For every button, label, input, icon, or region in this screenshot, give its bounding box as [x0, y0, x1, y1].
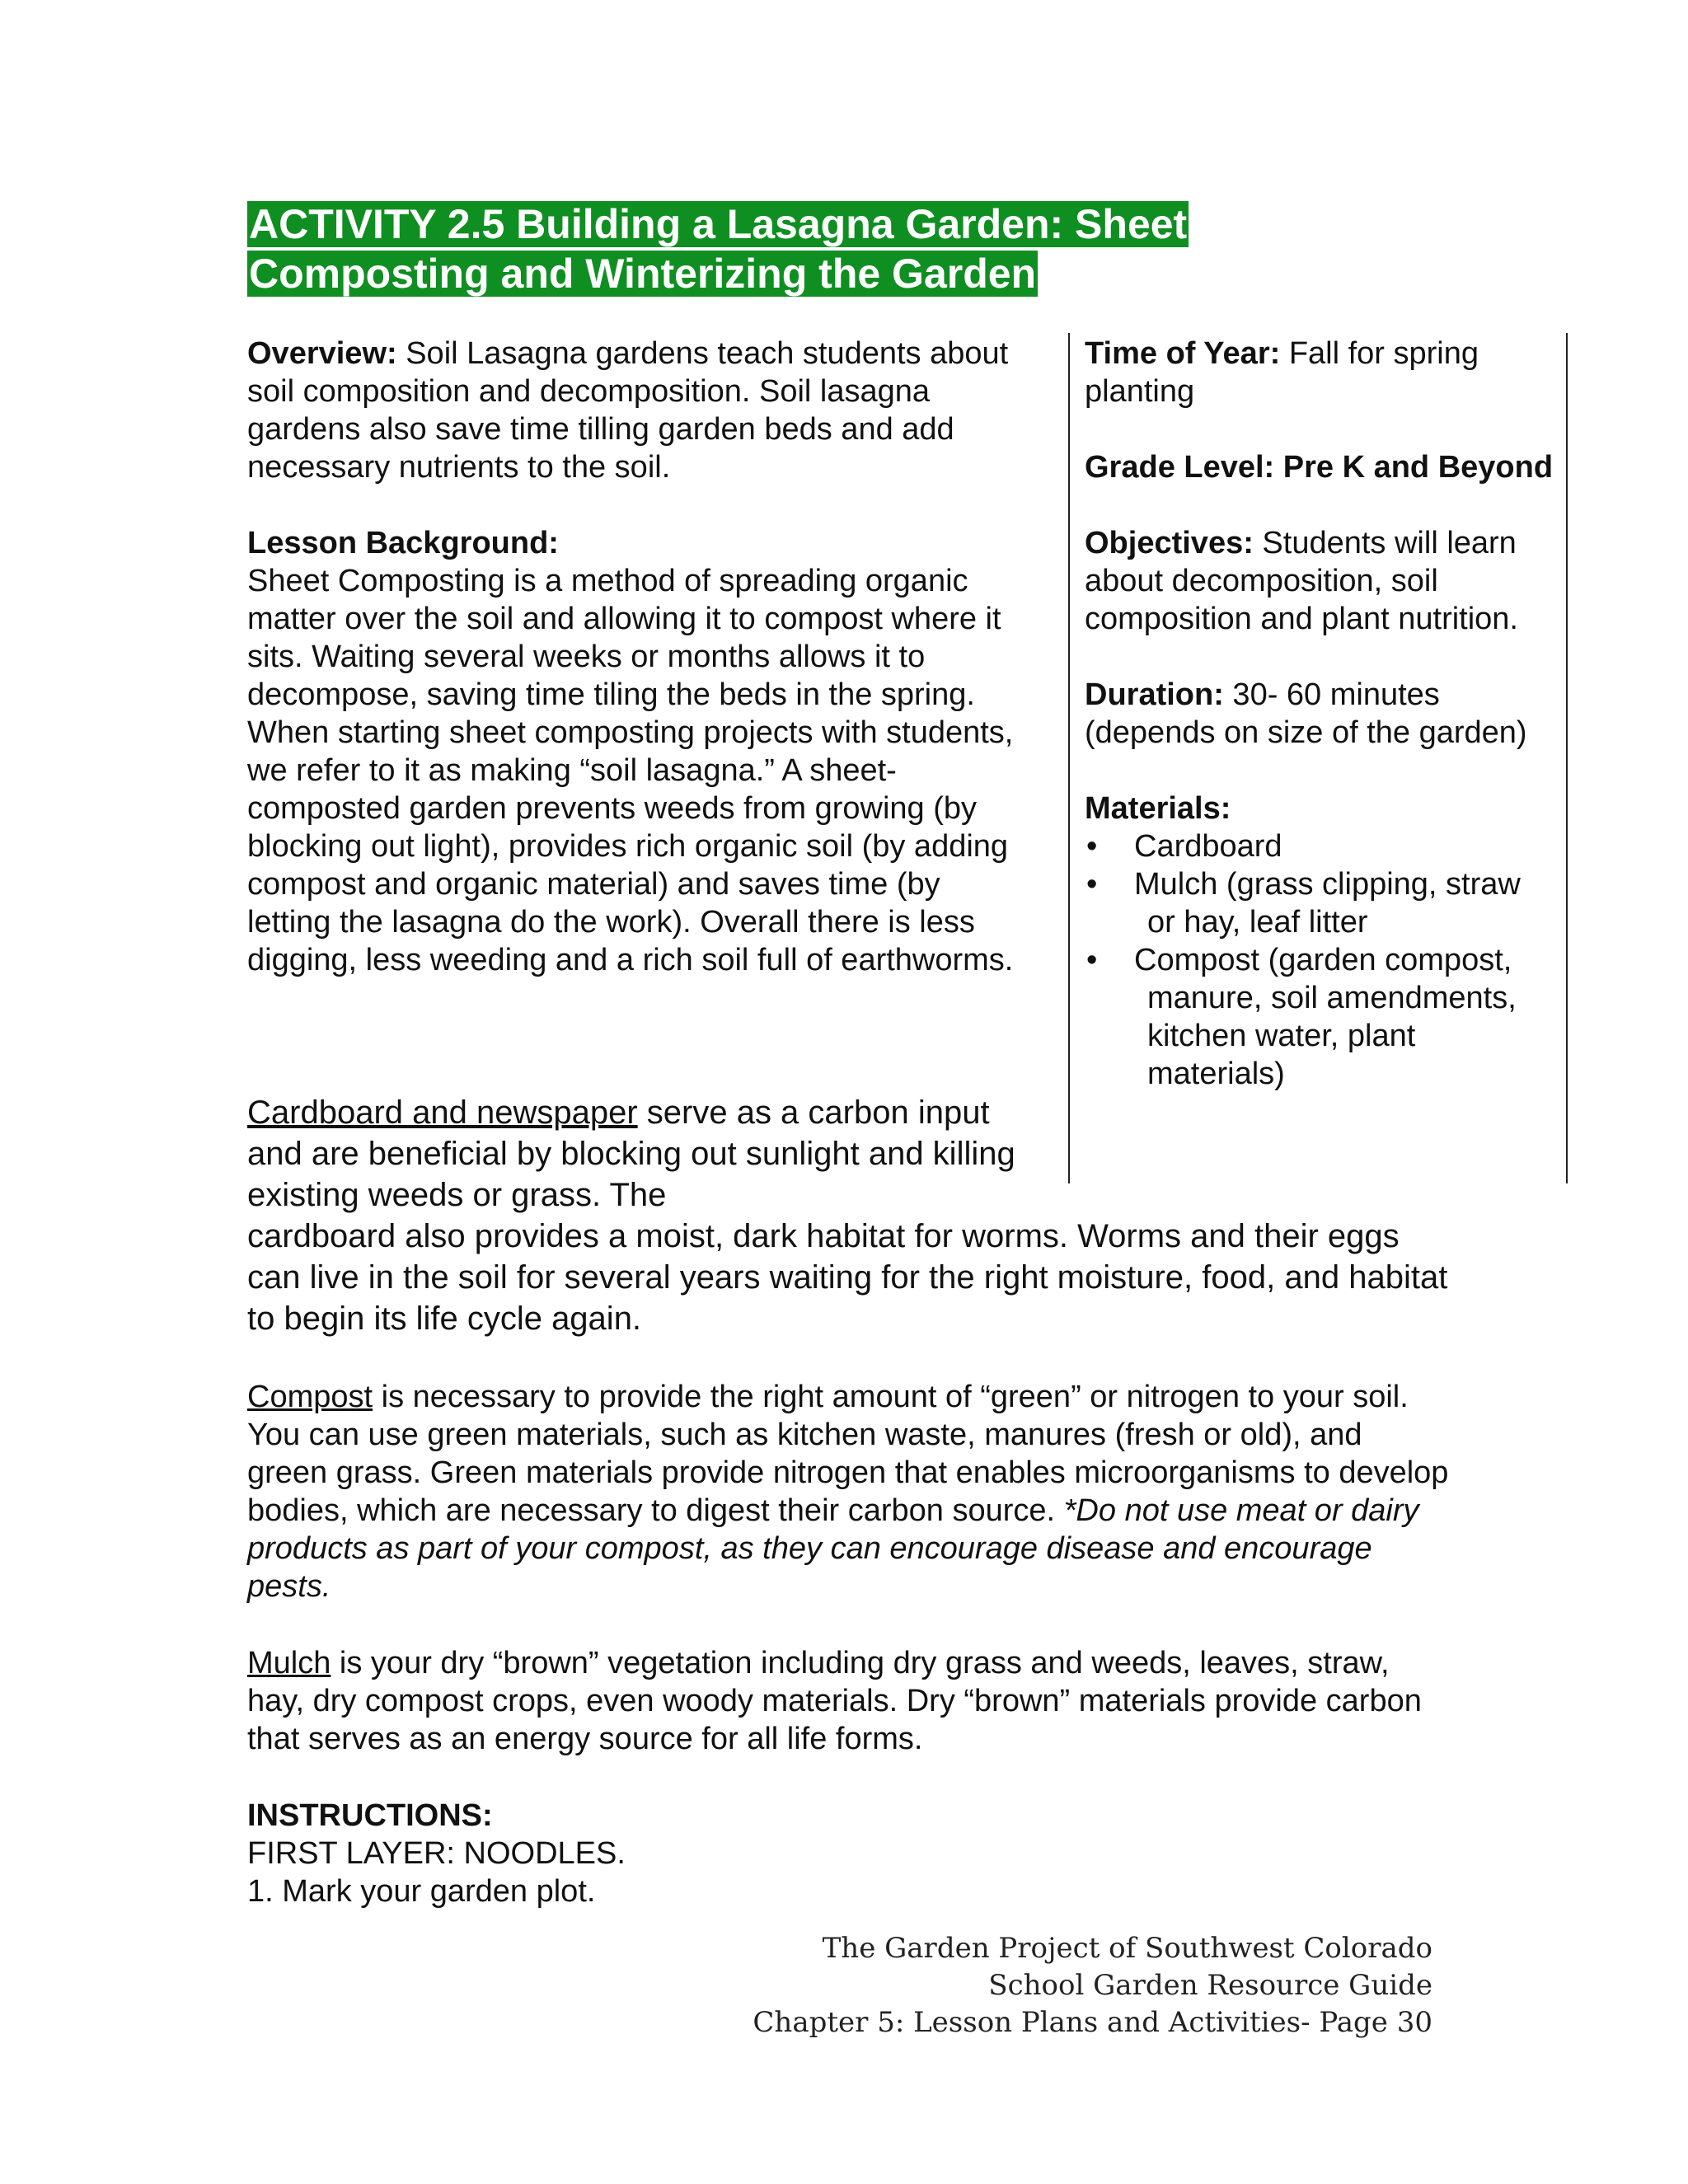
footer-chapter-page: Chapter 5: Lesson Plans and Activities- Page 30: [753, 2006, 1432, 2039]
page-footer: [691, 1930, 1432, 2041]
mulch-term: Mulch: [247, 1646, 331, 1680]
material-continuation: kitchen water, plant: [1147, 1019, 1416, 1053]
materials-list-item: [1085, 827, 1566, 865]
cardboard-term: Cardboard and newspaper: [247, 1094, 638, 1131]
lesson-info-sidebar: [1071, 335, 1566, 1093]
lesson-background-text: Sheet Composting is a method of spreading organic matter over the soil and allowing it to compost where it sits. Waiting several weeks or months allows it to decompose, saving time tiling the beds in the spring. When starting sheet composting projects with students, we refer to it as making “soil lasagna.” A sheet-composted garden prevents weeds from growing (by blocking out light), provides rich organic soil (by adding compost and organic material) and saves time (by letting the lasagna do the work). Overall there is less digging, less weeding and a rich soil full of earthworms.: [247, 564, 1014, 977]
mulch-paragraph: [247, 1644, 1451, 1758]
cardboard-intro: [247, 1092, 1022, 1216]
objectives-label: Objectives:: [1085, 526, 1254, 560]
objectives-value: Students will learn about decomposition, soil composition and plant nutrition.: [1085, 526, 1518, 636]
overview-text: Soil Lasagna gardens teach students about soil composition and decomposition. Soil lasagna gardens also save time tilling garden beds and add necessary nutrients to the soil.: [247, 336, 1009, 485]
time-of-year-label: Time of Year:: [1085, 336, 1281, 371]
time-of-year: [1085, 335, 1566, 410]
materials-list-item: [1085, 941, 1566, 1093]
duration-value: 30- 60 minutes (depends on size of the garden): [1085, 677, 1527, 750]
bullet-icon: •: [1086, 867, 1098, 902]
objectives: [1085, 524, 1566, 638]
sidebar-left-border: [1068, 333, 1070, 1183]
sidebar-right-border: [1566, 333, 1568, 1183]
bullet-icon: •: [1086, 829, 1098, 864]
material-continuation: materials): [1147, 1057, 1285, 1091]
cardboard-paragraph: [247, 1092, 1451, 1339]
instruction-step-1: 1. Mark your garden plot.: [247, 1874, 596, 1909]
bullet-icon: •: [1086, 943, 1098, 977]
materials-label: Materials:: [1085, 791, 1231, 826]
instructions-section: [247, 1797, 1401, 1910]
compost-paragraph: [247, 1378, 1451, 1605]
activity-title: [247, 199, 1302, 298]
mulch-text: is your dry “brown” vegetation including dry grass and weeds, leaves, straw, hay, dry compost crops, even woody materials. Dry “brown” materials provide carbon that serves as an energy source for all life forms.: [247, 1646, 1422, 1756]
materials-list: [1085, 827, 1566, 1093]
duration-label: Duration:: [1085, 677, 1224, 712]
material-name: Mulch (grass clipping, straw: [1134, 867, 1521, 902]
first-layer-heading: FIRST LAYER: NOODLES.: [247, 1836, 626, 1871]
material-continuation: or hay, leaf litter: [1147, 905, 1368, 940]
instructions-heading: INSTRUCTIONS:: [247, 1798, 493, 1833]
material-name: Compost (garden compost,: [1134, 943, 1512, 977]
lesson-background-section: [247, 524, 1030, 979]
activity-title-line-1: ACTIVITY 2.5 Building a Lasagna Garden: Sheet: [249, 201, 1188, 247]
overview-paragraph: [247, 335, 1030, 486]
material-name: Cardboard: [1134, 829, 1282, 864]
material-continuation: manure, soil amendments,: [1147, 981, 1517, 1015]
footer-guide-title: School Garden Resource Guide: [988, 1969, 1432, 2002]
compost-term: Compost: [247, 1380, 373, 1414]
activity-title-line-2: Composting and Winterizing the Garden: [249, 251, 1037, 297]
footer-organization: The Garden Project of Southwest Colorado: [822, 1932, 1432, 1965]
duration: [1085, 676, 1566, 752]
left-column: [247, 335, 1030, 979]
materials-section: [1085, 790, 1566, 1093]
compost-warning: *Do not use meat or dairy products as part of your compost, as they can encourage disease and encourage pests.: [247, 1493, 1419, 1604]
grade-level: Grade Level: Pre K and Beyond: [1085, 450, 1554, 485]
overview-label: Overview:: [247, 336, 397, 371]
materials-list-item: [1085, 865, 1566, 941]
compost-text: is necessary to provide the right amount of “green” or nitrogen to your soil. You can use green materials, such as kitchen waste, manures (fresh or old), and green grass. Green materials provide nitrogen that enables microorganisms to develop bodies, which are necessary to digest their carbon source.: [247, 1380, 1449, 1528]
cardboard-text-pre: serve as a carbon input and are beneficial by blocking out sunlight and killing existing weeds or grass. The: [247, 1094, 1015, 1213]
lesson-background-label: Lesson Background:: [247, 526, 559, 560]
cardboard-text-post: cardboard also provides a moist, dark habitat for worms. Worms and their eggs can live in the soil for several years waiting for the right moisture, food, and habitat to begin its life cycle again.: [247, 1218, 1448, 1337]
time-of-year-value: Fall for spring planting: [1085, 336, 1479, 409]
